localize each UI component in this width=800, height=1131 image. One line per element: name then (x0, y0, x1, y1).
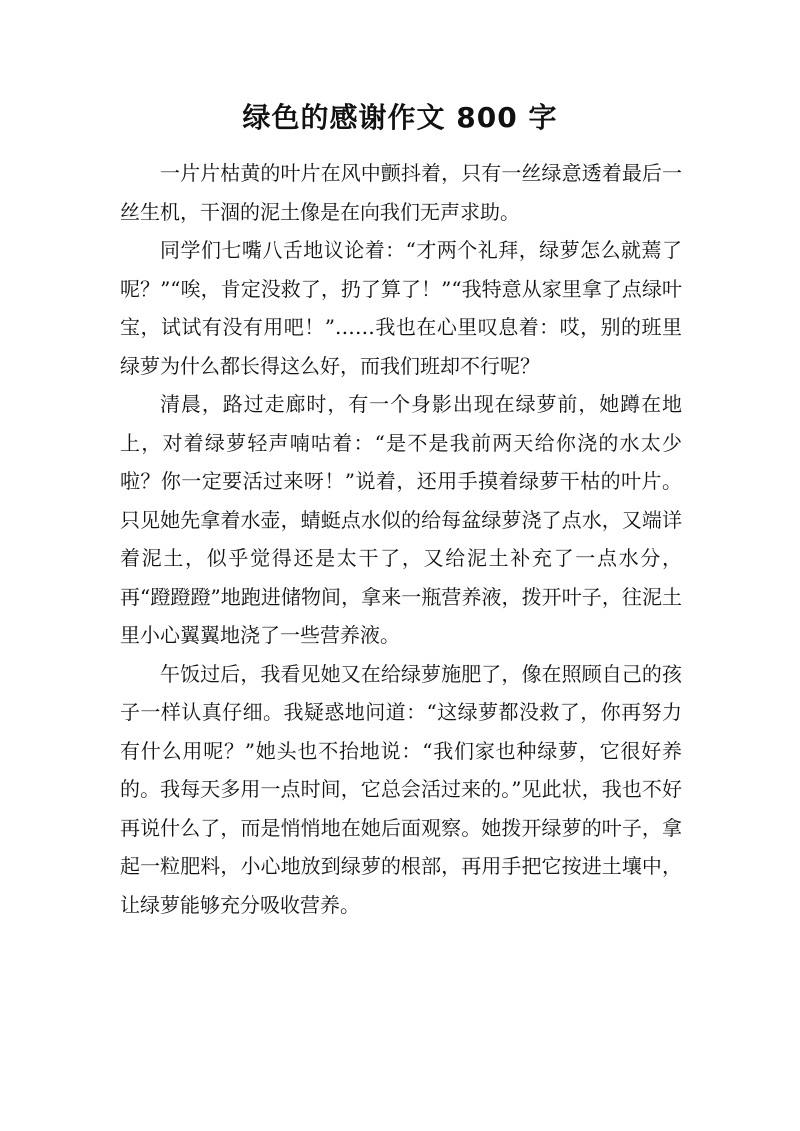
document-title: 绿色的感谢作文 800 字 (242, 101, 558, 134)
paragraph-4: 午饭过后，我看见她又在给绿萝施肥了，像在照顾自己的孩子一样认真仔细。我疑惑地问道：“这绿萝都没救了，你再努力有什么用呢？”她头也不抬地说：“我们家也种绿萝，它很好养的。我每天多用一点时间，它总会活过来的。”见此状，我也不好再说什么了，而是悄悄地在她后面观察。她拨开绿萝的叶子，拿起一粒肥料，小心地放到绿萝的根部，再用手把它按进土壤中，让绿萝能够充分吸收营养。 (120, 661, 682, 917)
paragraph-3: 清晨，路过走廊时，有一个身影出现在绿萝前，她蹲在地上，对着绿萝轻声喃咕着：“是不是我前两天给你浇的水太少啦？你一定要活过来呀！”说着，还用手摸着绿萝干枯的叶片。只见她先拿着水壶，蜻蜓点水似的给每盆绿萝浇了点水，又端详着泥土，似乎觉得还是太干了，又给泥土补充了一点水分，再“蹬蹬蹬”地跑进储物间，拿来一瓶营养液，拨开叶子，往泥土里小心翼翼地浇了一些营养液。 (120, 392, 682, 647)
document-body (120, 154, 682, 924)
paragraph-1: 一片片枯黄的叶片在风中颤抖着，只有一丝绿意透着最后一丝生机，干涸的泥土像是在向我们无声求助。 (120, 161, 682, 224)
paragraph-2: 同学们七嘴八舌地议论着：“才两个礼拜，绿萝怎么就蔫了呢？”“唉，肯定没救了，扔了算了！”“我特意从家里拿了点绿叶宝，试试有没有用吧！”……我也在心里叹息着：哎，别的班里绿萝为什么都长得这么好，而我们班却不行呢？ (120, 238, 682, 378)
